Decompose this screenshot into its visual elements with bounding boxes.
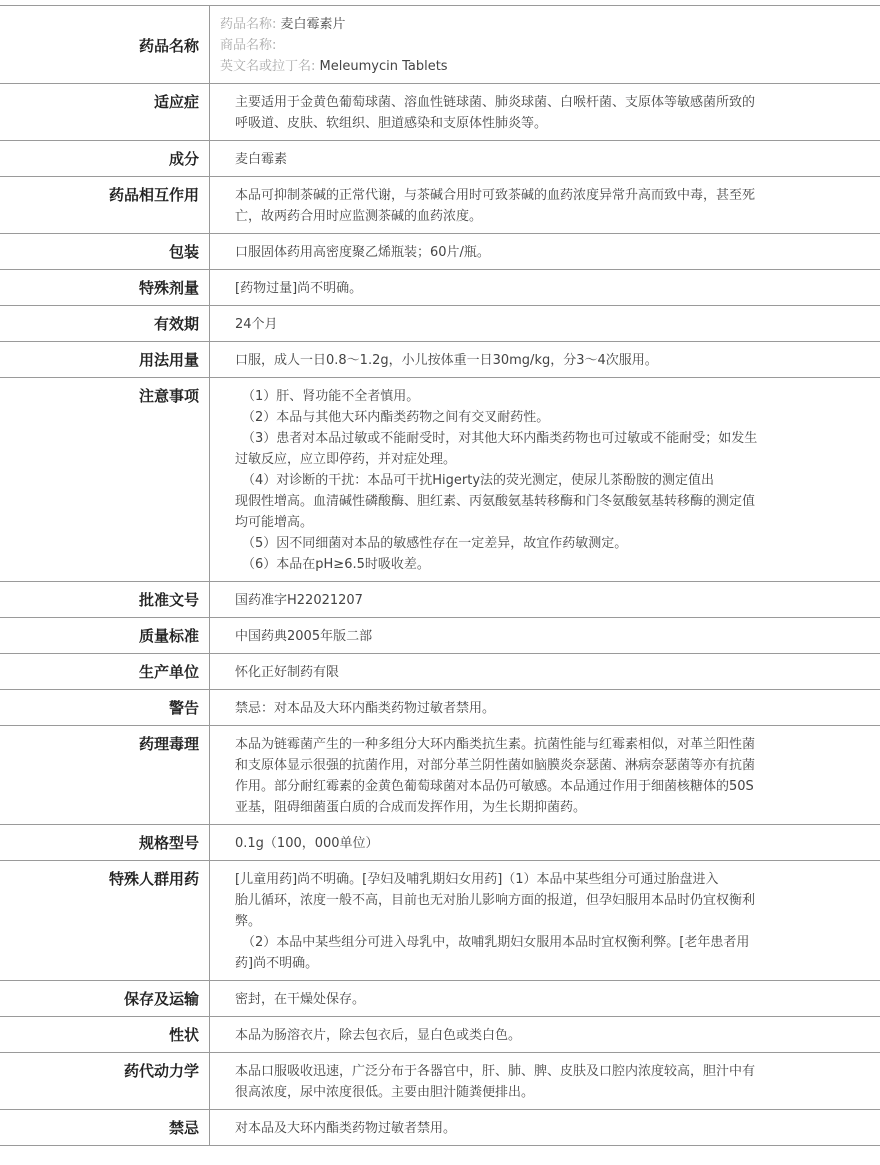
text-line: [药物过量]尚不明确。 bbox=[235, 278, 790, 299]
text-line: 中国药典2005年版二部 bbox=[235, 626, 790, 647]
value-manufacturer bbox=[210, 654, 880, 690]
value-storage bbox=[210, 981, 880, 1017]
text-line: 麦白霉素 bbox=[235, 149, 790, 170]
row-warning bbox=[0, 690, 880, 726]
value-approval bbox=[210, 582, 880, 618]
label-dosage: 用法用量 bbox=[0, 342, 210, 378]
row-dosage bbox=[0, 342, 880, 378]
text-line: 和支原体显示很强的抗菌作用，对部分革兰阴性菌如脑膜炎奈瑟菌、淋病奈瑟菌等亦有抗菌 bbox=[235, 755, 790, 776]
text-line: 过敏反应，应立即停药，并对症处理。 bbox=[235, 449, 790, 470]
label-specification: 规格型号 bbox=[0, 825, 210, 861]
row-specification bbox=[0, 825, 880, 861]
label-precautions: 注意事项 bbox=[0, 378, 210, 582]
label-pharmacokinetics: 药代动力学 bbox=[0, 1053, 210, 1110]
value-special-population bbox=[210, 861, 880, 981]
value-pharmacokinetics bbox=[210, 1053, 880, 1110]
text-line: 亡，故两药合用时应监测茶碱的血药浓度。 bbox=[235, 206, 790, 227]
english-name-key: 英文名或拉丁名: bbox=[220, 59, 315, 74]
text-line: （4）对诊断的干扰：本品可干扰Higerty法的荧光测定，使尿儿茶酚胺的测定值出 bbox=[235, 470, 790, 491]
text-line: 口服固体药用高密度聚乙烯瓶装；60片/瓶。 bbox=[235, 242, 790, 263]
generic-name-value: 麦白霉素片 bbox=[281, 17, 346, 32]
text-line: 胎儿循环，浓度一般不高，目前也无对胎儿影响方面的报道，但孕妇服用本品时仍宜权衡利 bbox=[235, 890, 790, 911]
text-line: 24个月 bbox=[235, 314, 790, 335]
row-approval bbox=[0, 582, 880, 618]
value-appearance bbox=[210, 1017, 880, 1053]
row-contraindications bbox=[0, 1110, 880, 1146]
text-line: 国药准字H22021207 bbox=[235, 590, 790, 611]
generic-name-key: 药品名称: bbox=[220, 17, 276, 32]
label-validity: 有效期 bbox=[0, 306, 210, 342]
label-approval: 批准文号 bbox=[0, 582, 210, 618]
label-manufacturer: 生产单位 bbox=[0, 654, 210, 690]
row-manufacturer bbox=[0, 654, 880, 690]
text-line: 本品可抑制茶碱的正常代谢，与茶碱合用时可致茶碱的血药浓度异常升高而致中毒，甚至死 bbox=[235, 185, 790, 206]
text-line: 均可能增高。 bbox=[235, 512, 790, 533]
text-line: 怀化正好制药有限 bbox=[235, 662, 790, 683]
value-validity bbox=[210, 306, 880, 342]
english-name-value: Meleumycin Tablets bbox=[320, 59, 448, 74]
label-drug-name: 药品名称 bbox=[0, 6, 210, 84]
value-drug-name bbox=[210, 6, 880, 84]
text-line: 现假性增高。血清碱性磷酸酶、胆红素、丙氨酸氨基转移酶和门冬氨酸氨基转移酶的测定值 bbox=[235, 491, 790, 512]
text-line: 药]尚不明确。 bbox=[235, 953, 790, 974]
text-line: 亚基，阻碍细菌蛋白质的合成而发挥作用，为生长期抑菌药。 bbox=[235, 797, 790, 818]
text-line: 作用。部分耐红霉素的金黄色葡萄球菌对本品仍可敏感。本品通过作用于细菌核糖体的50S bbox=[235, 776, 790, 797]
text-line: 0.1g（100，000单位） bbox=[235, 833, 790, 854]
row-indications bbox=[0, 84, 880, 141]
value-pharmacology bbox=[210, 726, 880, 825]
trade-name-key: 商品名称: bbox=[220, 38, 276, 53]
row-standard bbox=[0, 618, 880, 654]
row-validity bbox=[0, 306, 880, 342]
value-ingredients bbox=[210, 141, 880, 177]
row-ingredients bbox=[0, 141, 880, 177]
row-special-dose bbox=[0, 270, 880, 306]
row-storage bbox=[0, 981, 880, 1017]
label-appearance: 性状 bbox=[0, 1017, 210, 1053]
text-line: 口服，成人一日0.8～1.2g，小儿按体重一日30mg/kg，分3～4次服用。 bbox=[235, 350, 790, 371]
row-appearance bbox=[0, 1017, 880, 1053]
text-line: （2）本品与其他大环内酯类药物之间有交叉耐药性。 bbox=[235, 407, 790, 428]
text-line: 主要适用于金黄色葡萄球菌、溶血性链球菌、肺炎球菌、白喉杆菌、支原体等敏感菌所致的 bbox=[235, 92, 790, 113]
text-line: 本品口服吸收迅速，广泛分布于各器官中，肝、肺、脾、皮肤及口腔内浓度较高，胆汁中有 bbox=[235, 1061, 790, 1082]
value-special-dose bbox=[210, 270, 880, 306]
label-warning: 警告 bbox=[0, 690, 210, 726]
value-packaging bbox=[210, 234, 880, 270]
row-interactions bbox=[0, 177, 880, 234]
text-line: （2）本品中某些组分可进入母乳中，故哺乳期妇女服用本品时宜权衡利弊。[老年患者用 bbox=[235, 932, 790, 953]
label-special-population: 特殊人群用药 bbox=[0, 861, 210, 981]
row-packaging bbox=[0, 234, 880, 270]
text-line: 弊。 bbox=[235, 911, 790, 932]
label-standard: 质量标准 bbox=[0, 618, 210, 654]
value-standard bbox=[210, 618, 880, 654]
label-interactions: 药品相互作用 bbox=[0, 177, 210, 234]
row-special-population bbox=[0, 861, 880, 981]
value-contraindications bbox=[210, 1110, 880, 1146]
value-warning bbox=[210, 690, 880, 726]
label-storage: 保存及运输 bbox=[0, 981, 210, 1017]
drug-info-table bbox=[0, 5, 880, 1146]
value-dosage bbox=[210, 342, 880, 378]
text-line: [儿童用药]尚不明确。[孕妇及哺乳期妇女用药]（1）本品中某些组分可通过胎盘进入 bbox=[235, 869, 790, 890]
row-drug-name bbox=[0, 6, 880, 84]
label-indications: 适应症 bbox=[0, 84, 210, 141]
label-ingredients: 成分 bbox=[0, 141, 210, 177]
text-line: （6）本品在pH≥6.5时吸收差。 bbox=[235, 554, 790, 575]
text-line: （1）肝、肾功能不全者慎用。 bbox=[235, 386, 790, 407]
text-line: 呼吸道、皮肤、软组织、胆道感染和支原体性肺炎等。 bbox=[235, 113, 790, 134]
row-precautions bbox=[0, 378, 880, 582]
row-pharmacokinetics bbox=[0, 1053, 880, 1110]
text-line: 对本品及大环内酯类药物过敏者禁用。 bbox=[235, 1118, 790, 1139]
text-line: 禁忌：对本品及大环内酯类药物过敏者禁用。 bbox=[235, 698, 790, 719]
value-specification bbox=[210, 825, 880, 861]
text-line: （5）因不同细菌对本品的敏感性存在一定差异，故宜作药敏测定。 bbox=[235, 533, 790, 554]
text-line: 本品为链霉菌产生的一种多组分大环内酯类抗生素。抗菌性能与红霉素相似，对革兰阳性菌 bbox=[235, 734, 790, 755]
value-indications bbox=[210, 84, 880, 141]
row-pharmacology bbox=[0, 726, 880, 825]
label-special-dose: 特殊剂量 bbox=[0, 270, 210, 306]
label-contraindications: 禁忌 bbox=[0, 1110, 210, 1146]
label-packaging: 包装 bbox=[0, 234, 210, 270]
label-pharmacology: 药理毒理 bbox=[0, 726, 210, 825]
text-line: 本品为肠溶衣片，除去包衣后，显白色或类白色。 bbox=[235, 1025, 790, 1046]
text-line: 密封，在干燥处保存。 bbox=[235, 989, 790, 1010]
value-precautions bbox=[210, 378, 880, 582]
text-line: 很高浓度，尿中浓度很低。主要由胆汁随粪便排出。 bbox=[235, 1082, 790, 1103]
value-interactions bbox=[210, 177, 880, 234]
text-line: （3）患者对本品过敏或不能耐受时，对其他大环内酯类药物也可过敏或不能耐受；如发生 bbox=[235, 428, 790, 449]
